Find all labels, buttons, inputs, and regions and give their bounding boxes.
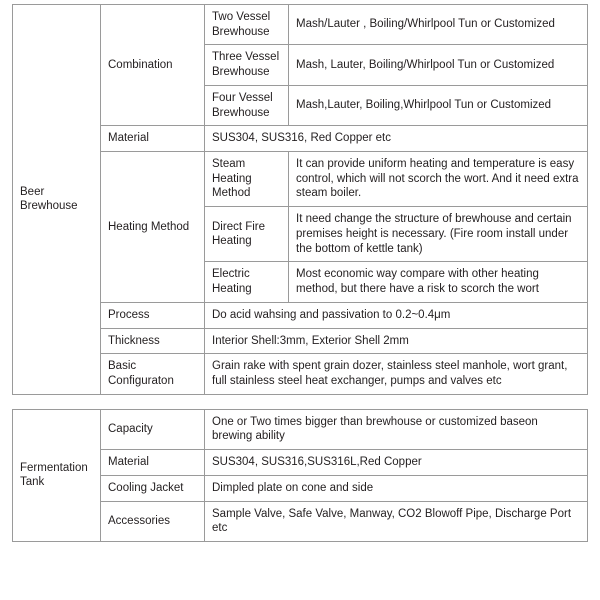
- beer-brewhouse-table: [12, 4, 588, 395]
- group-cell-basic-configuration: Basic Configuraton: [101, 354, 205, 394]
- subrow-value: Mash,Lauter, Boiling,Whirlpool Tun or Customized: [289, 85, 588, 125]
- subrow-value: Mash, Lauter, Boiling/Whirlpool Tun or Customized: [289, 45, 588, 85]
- subrow-value: It can provide uniform heating and temperature is easy control, which will not scorch the wort. And it need extra steam boiler.: [289, 152, 588, 207]
- subrow-label: Two Vessel Brewhouse: [205, 5, 289, 45]
- group-cell-heating-method: Heating Method: [101, 152, 205, 303]
- subrow-value: Dimpled plate on cone and side: [205, 475, 588, 501]
- group-cell-combination: Combination: [101, 5, 205, 126]
- fermentation-tank-table: [12, 409, 588, 542]
- table-spacer: [12, 395, 588, 409]
- subrow-value: Sample Valve, Safe Valve, Manway, CO2 Blowoff Pipe, Discharge Port etc: [205, 501, 588, 541]
- table-row: [13, 409, 588, 449]
- subrow-value: Mash/Lauter , Boiling/Whirlpool Tun or Customized: [289, 5, 588, 45]
- category-cell: Fermentation Tank: [13, 409, 101, 541]
- subrow-value: One or Two times bigger than brewhouse or customized baseon brewing ability: [205, 409, 588, 449]
- group-cell-thickness: Thickness: [101, 328, 205, 354]
- group-cell-capacity: Capacity: [101, 409, 205, 449]
- subrow-label: Direct Fire Heating: [205, 207, 289, 262]
- subrow-value: Interior Shell:3mm, Exterior Shell 2mm: [205, 328, 588, 354]
- subrow-label: Steam Heating Method: [205, 152, 289, 207]
- group-cell-material: Material: [101, 450, 205, 476]
- subrow-label: Four Vessel Brewhouse: [205, 85, 289, 125]
- group-cell-material: Material: [101, 126, 205, 152]
- category-cell: Beer Brewhouse: [13, 5, 101, 395]
- subrow-value: Grain rake with spent grain dozer, stainless steel manhole, wort grant, full stainless steel heat exchanger, pumps and valves etc: [205, 354, 588, 394]
- subrow-value: SUS304, SUS316, Red Copper etc: [205, 126, 588, 152]
- group-cell-accessories: Accessories: [101, 501, 205, 541]
- table-row: [13, 5, 588, 45]
- group-cell-process: Process: [101, 302, 205, 328]
- subrow-value: SUS304, SUS316,SUS316L,Red Copper: [205, 450, 588, 476]
- subrow-value: Most economic way compare with other heating method, but there have a risk to scorch the wort: [289, 262, 588, 302]
- subrow-label: Electric Heating: [205, 262, 289, 302]
- group-cell-cooling-jacket: Cooling Jacket: [101, 475, 205, 501]
- subrow-value: It need change the structure of brewhouse and certain premises height is necessary. (Fire room install under the bottom of kettle tank): [289, 207, 588, 262]
- subrow-value: Do acid wahsing and passivation to 0.2~0.4μm: [205, 302, 588, 328]
- subrow-label: Three Vessel Brewhouse: [205, 45, 289, 85]
